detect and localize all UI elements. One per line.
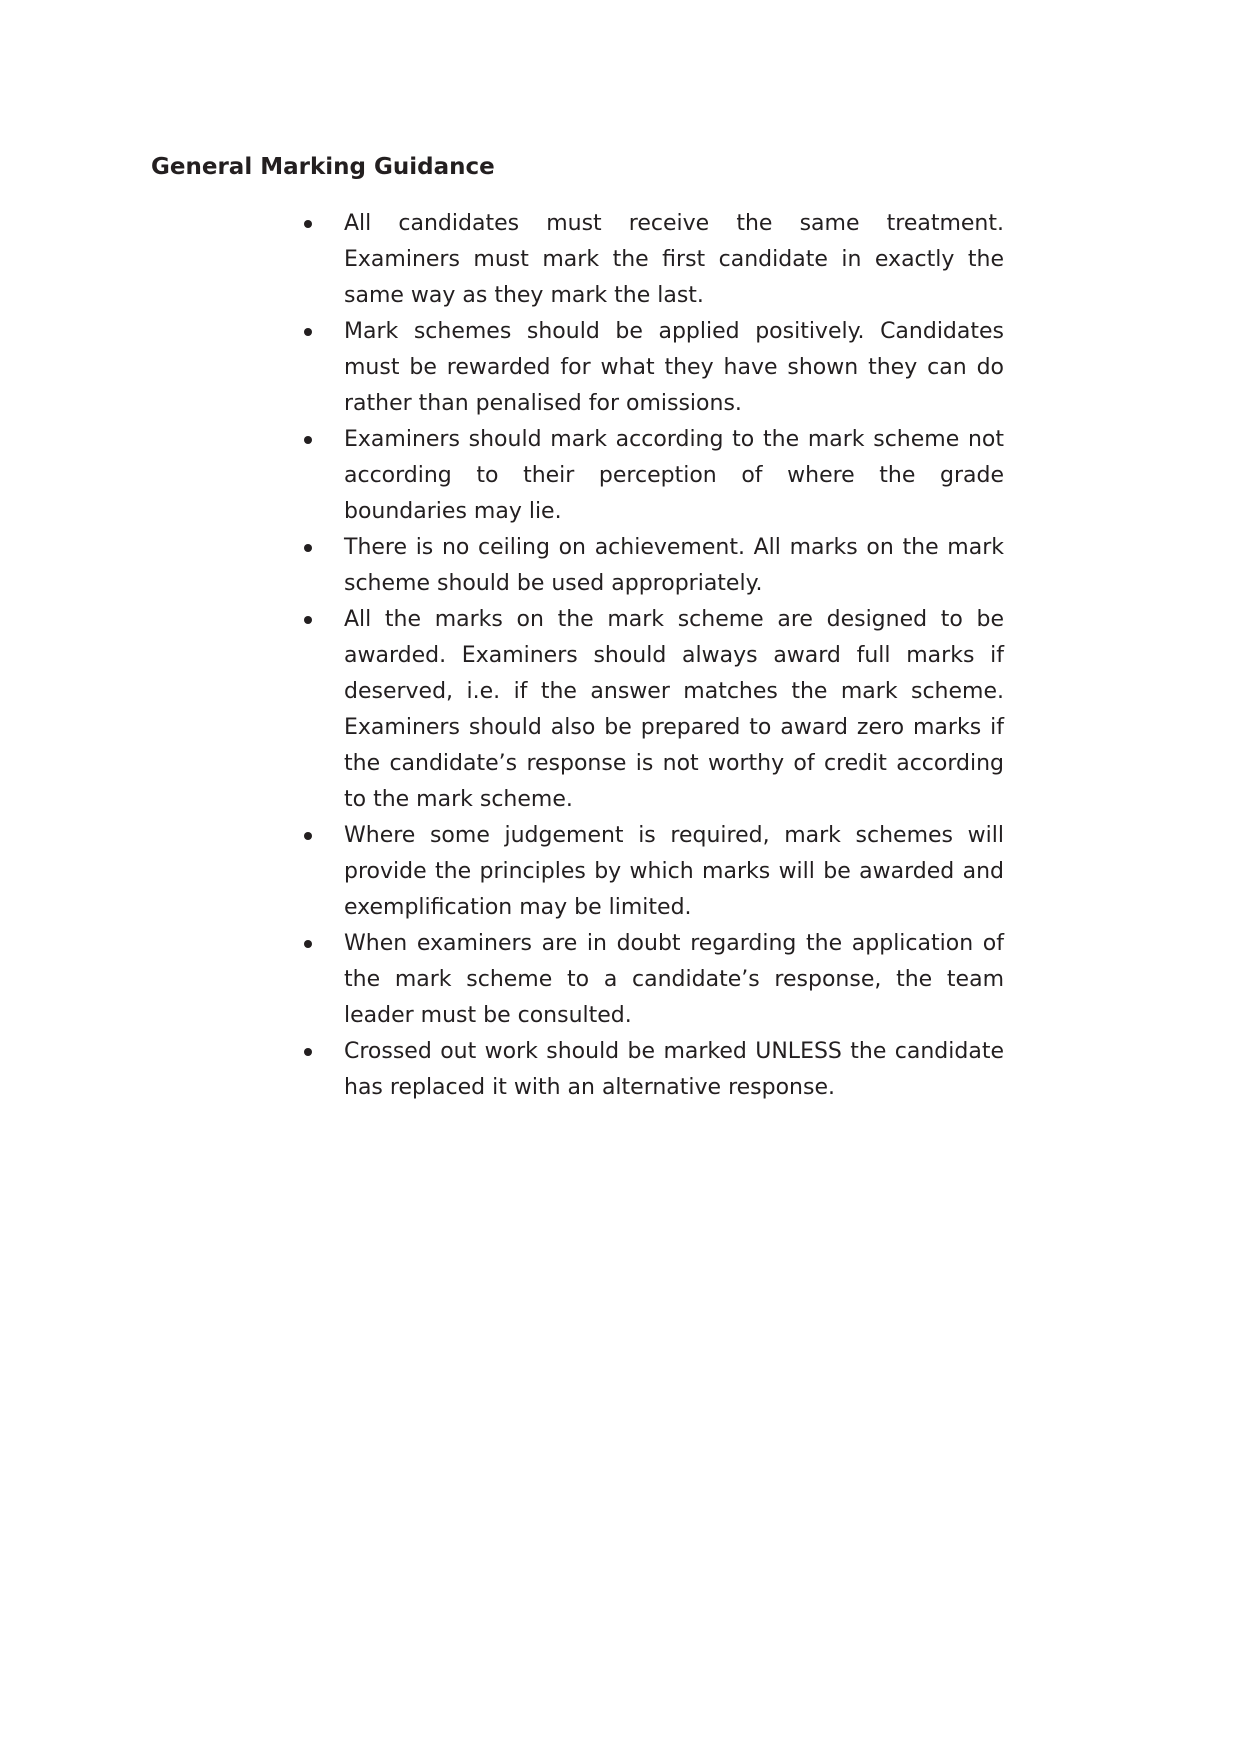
bullet-icon <box>304 832 312 840</box>
bullet-icon <box>304 220 312 228</box>
list-item <box>344 1034 1004 1106</box>
list-item <box>344 314 1004 422</box>
list-item-text: When examiners are in doubt regarding the application of the mark scheme to a candidate’s response, the team leader must be consulted. <box>344 931 1004 1028</box>
list-item-text: Crossed out work should be marked UNLESS the candidate has replaced it with an alternative response. <box>344 1039 1004 1100</box>
page-heading: General Marking Guidance <box>151 154 495 180</box>
list-item <box>344 602 1004 818</box>
list-item-text: Where some judgement is required, mark schemes will provide the principles by which marks will be awarded and exemplification may be limited. <box>344 823 1004 920</box>
bullet-icon <box>304 940 312 948</box>
bullet-icon <box>304 436 312 444</box>
guidance-list <box>344 206 1004 1106</box>
bullet-icon <box>304 616 312 624</box>
list-item <box>344 422 1004 530</box>
bullet-icon <box>304 1048 312 1056</box>
list-item-text: All candidates must receive the same treatment. Examiners must mark the first candidate in exactly the same way as they mark the last. <box>344 211 1004 308</box>
list-item-text: Mark schemes should be applied positively. Candidates must be rewarded for what they have shown they can do rather than penalised for omissions. <box>344 319 1004 416</box>
list-item-text: All the marks on the mark scheme are designed to be awarded. Examiners should always award full marks if deserved, i.e. if the answer matches the mark scheme. Examiners should also be prepared to award zero marks if the candidate’s response is not worthy of credit according to the mark scheme. <box>344 607 1004 812</box>
list-item-text: Examiners should mark according to the mark scheme not according to their perception of where the grade boundaries may lie. <box>344 427 1004 524</box>
list-item <box>344 818 1004 926</box>
bullet-icon <box>304 544 312 552</box>
list-item-text: There is no ceiling on achievement. All marks on the mark scheme should be used appropriately. <box>344 535 1004 596</box>
bullet-icon <box>304 328 312 336</box>
list-item <box>344 530 1004 602</box>
list-item <box>344 206 1004 314</box>
list-item <box>344 926 1004 1034</box>
